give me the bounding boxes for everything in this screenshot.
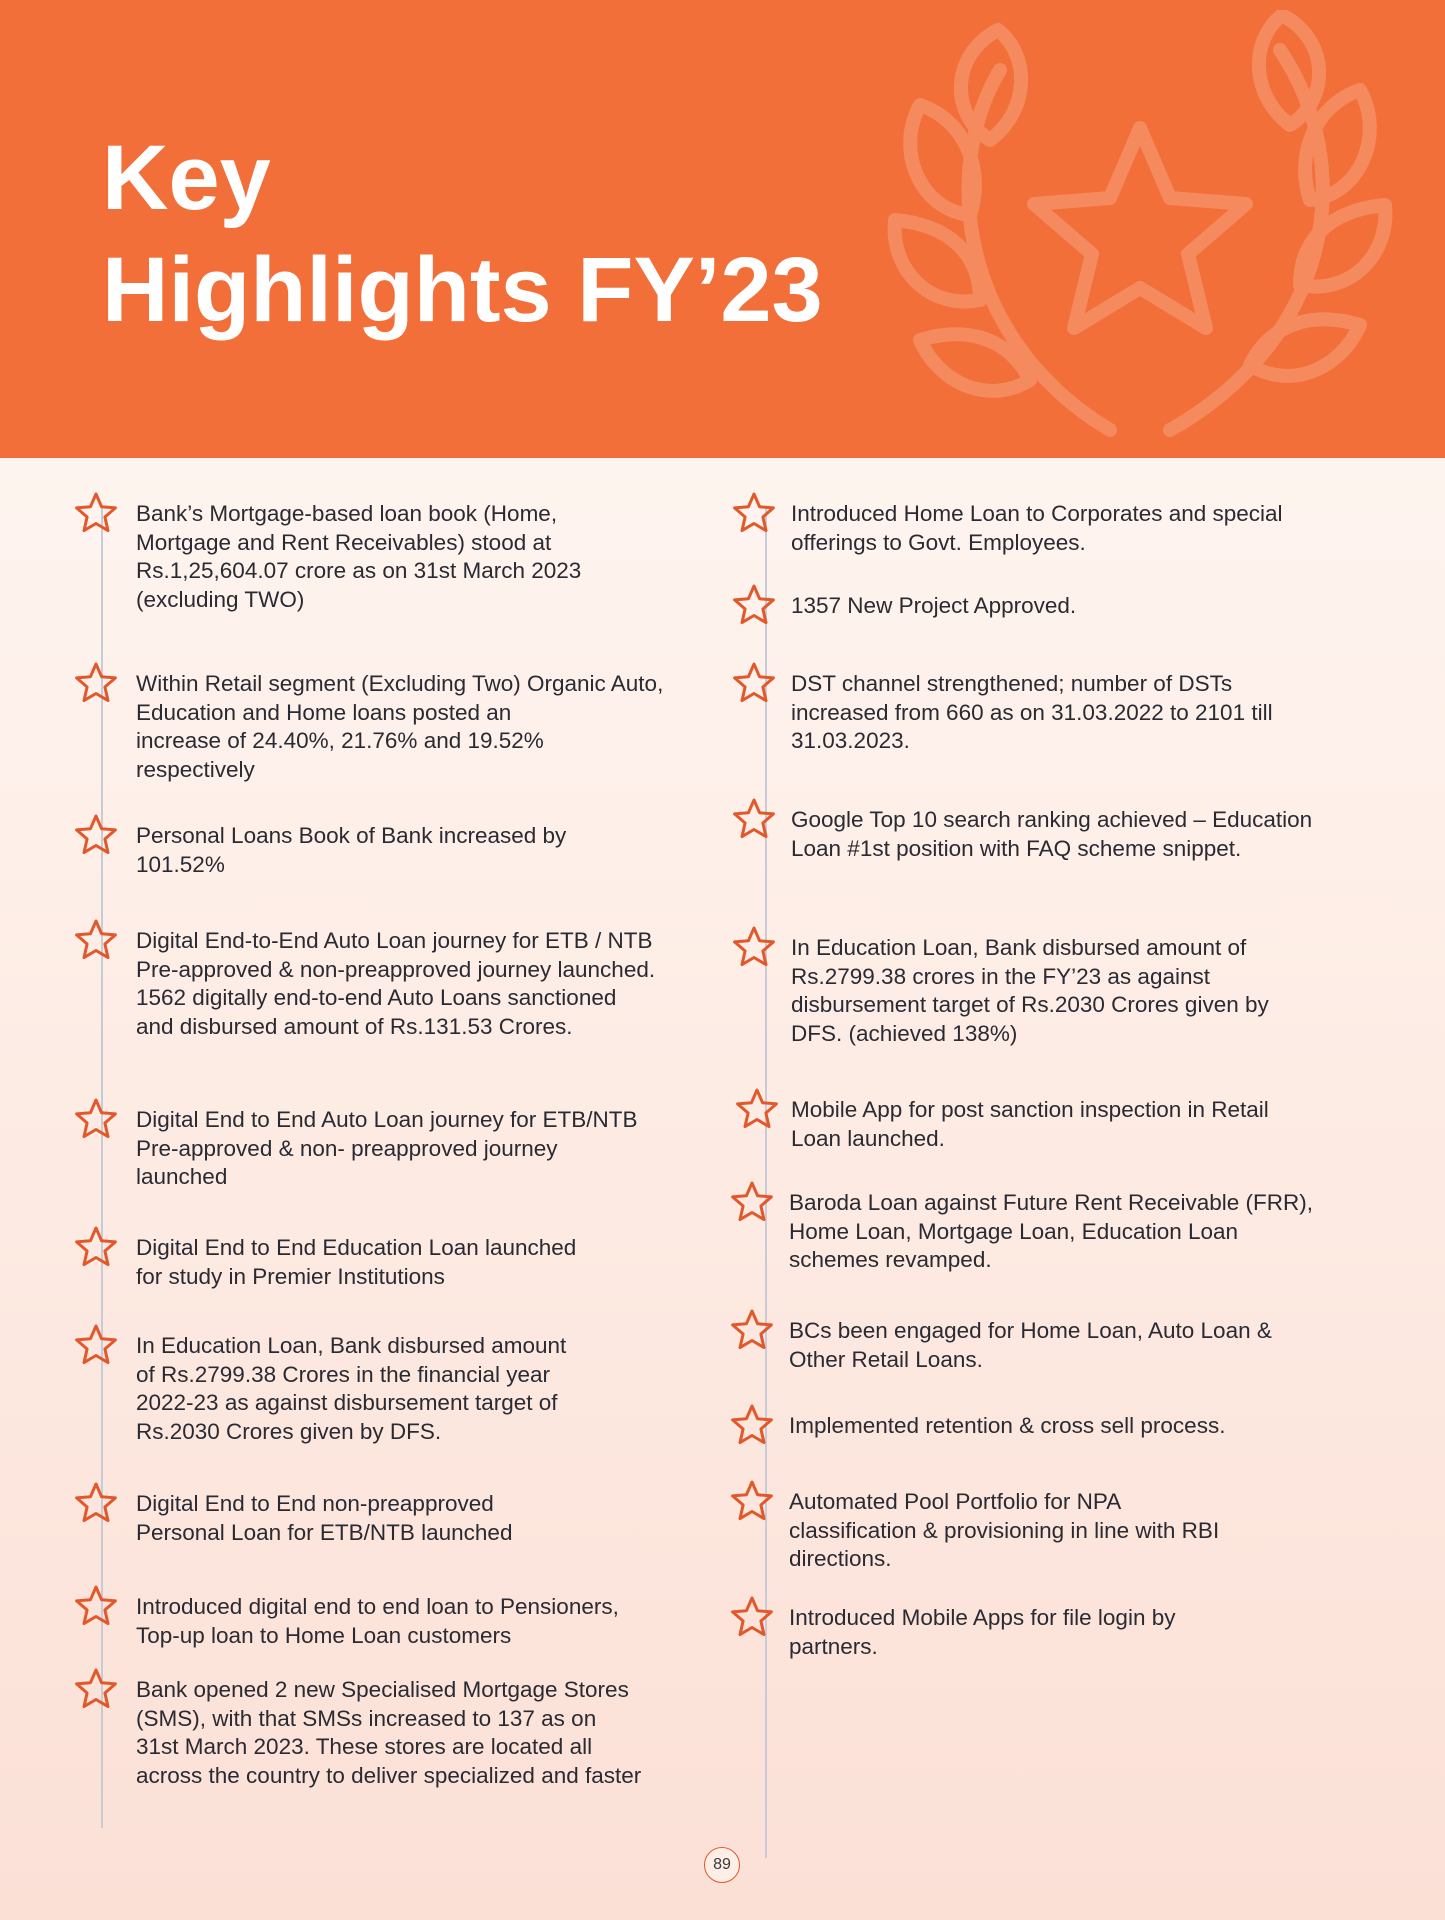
highlight-text: Google Top 10 search ranking achieved – Education Loan #1st position with FAQ scheme snippet.	[791, 807, 1313, 861]
star-icon	[72, 1480, 120, 1528]
star-icon	[72, 1322, 120, 1370]
highlight-text: 1357 New Project Approved.	[791, 593, 1077, 618]
star-icon	[733, 1086, 781, 1134]
star-icon	[72, 1096, 120, 1144]
star-icon	[72, 1666, 120, 1714]
star-icon	[72, 1583, 120, 1631]
star-icon	[72, 660, 120, 708]
star-icon	[72, 812, 120, 860]
highlight-text: Digital End to End Education Loan launched for study in Premier Institutions	[136, 1235, 577, 1289]
title-line-2: Highlights FY’23	[102, 239, 823, 341]
highlight-text: Digital End to End non-preapproved Personal Loan for ETB/NTB launched	[136, 1491, 513, 1545]
highlight-text: Implemented retention & cross sell process.	[789, 1413, 1226, 1438]
header-banner	[0, 0, 1445, 458]
star-icon	[730, 924, 778, 972]
highlight-text: Digital End-to-End Auto Loan journey for ETB / NTB Pre-approved & non-preapproved journey launched. 1562 digitally end-to-end Auto Loans sanctioned and disbursed amount of Rs.131.53 Crores.	[136, 928, 656, 1039]
highlight-text: Introduced Mobile Apps for file login by partners.	[789, 1605, 1176, 1659]
star-icon	[72, 490, 120, 538]
star-icon	[728, 1478, 776, 1526]
highlight-text: Introduced Home Loan to Corporates and special offerings to Govt. Employees.	[791, 501, 1283, 555]
star-icon	[728, 1594, 776, 1642]
title-line-1: Key	[102, 127, 271, 229]
laurel-star-icon	[880, 10, 1400, 450]
highlight-text: BCs been engaged for Home Loan, Auto Loan & Other Retail Loans.	[789, 1318, 1272, 1372]
highlight-text: Personal Loans Book of Bank increased by 101.52%	[136, 823, 567, 877]
highlight-text: Bank’s Mortgage-based loan book (Home, Mortgage and Rent Receivables) stood at Rs.1,25,604.07 crore as on 31st March 2023 (excluding TWO)	[136, 501, 582, 612]
star-icon	[730, 490, 778, 538]
highlight-text: Within Retail segment (Excluding Two) Organic Auto, Education and Home loans posted an increase of 24.40%, 21.76% and 19.52% respectively	[136, 671, 664, 782]
highlight-text: Automated Pool Portfolio for NPA classification & provisioning in line with RBI directions.	[789, 1489, 1220, 1571]
star-icon	[730, 582, 778, 630]
star-icon	[72, 1224, 120, 1272]
highlight-text: Bank opened 2 new Specialised Mortgage Stores (SMS), with that SMSs increased to 137 as on 31st March 2023. These stores are located all across the country to deliver specialized and faster	[136, 1677, 642, 1788]
page-title	[102, 122, 823, 346]
highlight-text: In Education Loan, Bank disbursed amount of Rs.2799.38 crores in the FY’23 as against disbursement target of Rs.2030 Crores given by DFS. (achieved 138%)	[791, 935, 1269, 1046]
highlight-text: Mobile App for post sanction inspection in Retail Loan launched.	[791, 1097, 1269, 1151]
star-icon	[72, 917, 120, 965]
highlight-text: Digital End to End Auto Loan journey for ETB/NTB Pre-approved & non- preapproved journey launched	[136, 1107, 638, 1189]
star-icon	[730, 796, 778, 844]
page-number: 89	[704, 1847, 740, 1883]
highlight-text: DST channel strengthened; number of DSTs increased from 660 as on 31.03.2022 to 2101 till 31.03.2023.	[791, 671, 1273, 753]
star-icon	[728, 1402, 776, 1450]
star-icon	[728, 1307, 776, 1355]
star-icon	[728, 1179, 776, 1227]
star-icon	[730, 660, 778, 708]
highlight-text: Baroda Loan against Future Rent Receivable (FRR), Home Loan, Mortgage Loan, Education Loan schemes revamped.	[789, 1190, 1314, 1272]
highlight-text: In Education Loan, Bank disbursed amount of Rs.2799.38 Crores in the financial year 2022-23 as against disbursement target of Rs.2030 Crores given by DFS.	[136, 1333, 567, 1444]
highlight-text: Introduced digital end to end loan to Pensioners, Top-up loan to Home Loan customers	[136, 1594, 619, 1648]
